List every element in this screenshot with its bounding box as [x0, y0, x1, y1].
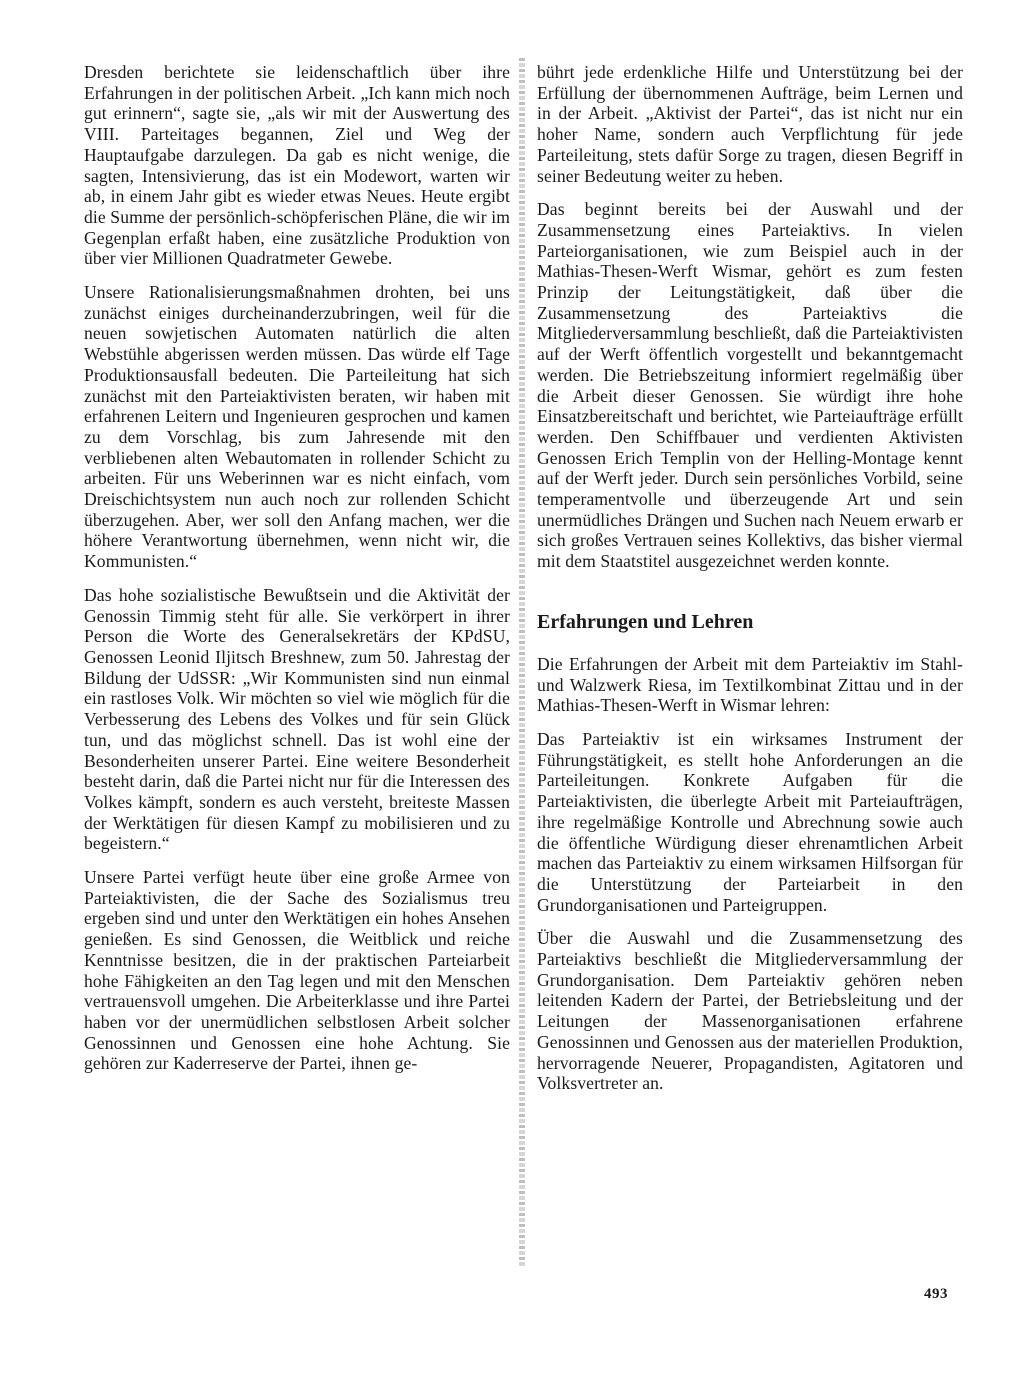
body-paragraph: bührt jede erdenkliche Hilfe und Unterstützung bei der Erfüllung der übernommenen Aufträge, beim Lernen und in der Arbeit. „Aktivist der Partei“, das ist nicht nur ein hoher Name, sondern auch Verpflichtung für jede Parteileitung, stets dafür Sorge zu tragen, diesen Begriff in seiner Bedeutung weiter zu heben. — [537, 62, 963, 186]
section-heading: Erfahrungen und Lehren — [537, 610, 754, 633]
body-paragraph: Das hohe sozialistische Bewußtsein und die Aktivität der Genossin Timmig steht für alle. Sie verkörpert in ihrer Person die Worte des Generalsekretärs der KPdSU, Genossen Leonid Iljitsch Breshnew, zum 50. Jahrestag der Bildung der UdSSR: „Wir Kommunisten sind nun einmal ein rastloses Volk. Wir möchten so viel wie möglich für die Verbesserung des Lebens des Volkes und für sein Glück tun, und das möglichst schnell. Das ist wohl eine der Besonderheiten unserer Partei. Eine weitere Besonderheit besteht darin, daß die Partei nicht nur für die Interessen des Volkes kämpft, sondern es auch versteht, breiteste Massen der Werktätigen für diesen Kampf zu mobilisieren und zu begeistern.“ — [84, 584, 510, 854]
body-paragraph: Dresden berichtete sie leidenschaftlich über ihre Erfahrungen in der politischen Arbeit. „Ich kann mich noch gut erinnern“, sagte sie, „als wir mit der Auswertung des VIII. Parteitages begannen, Ziel und Weg der Hauptaufgabe darzulegen. Da gab es nicht wenige, die sagten, Intensivierung, das ist ein Modewort, warten wir ab, in einem Jahr gibt es wieder etwas Neues. Heute ergibt die Summe der persönlich-schöpferischen Pläne, die wir im Gegenplan erfaßt haben, eine zusätzliche Produktion von über vier Millionen Quadratmeter Gewebe. — [84, 62, 510, 269]
body-paragraph: Das Parteiaktiv ist ein wirksames Instrument der Führungstätigkeit, es stellt hohe Anforderungen an die Parteileitungen. Konkrete Aufgaben für die Parteiaktivisten, die überlegte Arbeit mit Parteiaufträgen, ihre regelmäßige Kontrolle und Abrechnung sowie auch die öffentliche Würdigung dieser ehrenamtlichen Arbeit machen das Parteiaktiv zu einem wirksamen Hilfsorgan für die Unterstützung der Parteiarbeit in den Grundorganisationen und Parteigruppen. — [537, 728, 963, 915]
left-column — [84, 62, 510, 1074]
body-paragraph: Über die Auswahl und die Zusammensetzung des Parteiaktivs beschließt die Mitgliederversammlung der Grundorganisation. Dem Parteiaktiv gehören neben leitenden Kadern der Partei, der Betriebsleitung und der Leitungen der Massenorganisationen erfahrene Genossinnen und Genossen aus der materiellen Produktion, hervorragende Neuerer, Propagandisten, Agitatoren und Volksvertreter an. — [537, 928, 963, 1094]
body-paragraph: Die Erfahrungen der Arbeit mit dem Parteiaktiv im Stahl- und Walzwerk Riesa, im Textilkombinat Zittau und in der Mathias-Thesen-Werft in Wismar lehren: — [537, 653, 963, 716]
page-number: 493 — [924, 1286, 948, 1302]
right-column — [537, 62, 963, 1094]
body-paragraph: Unsere Partei verfügt heute über eine große Armee von Parteiaktivisten, die der Sache des Sozialismus treu ergeben sind und unter den Werktätigen ein hohes Ansehen genießen. Es sind Genossen, die Weitblick und reiche Kenntnisse besitzen, die in der praktischen Parteiarbeit hohe Fähigkeiten an den Tag legen und mit den Menschen vertrauensvoll umgehen. Die Arbeiterklasse und ihre Partei haben vor der unermüdlichen selbstlosen Arbeit solcher Genossinnen und Genossen eine hohe Achtung. Sie gehören zur Kaderreserve der Partei, ihnen ge- — [84, 867, 510, 1074]
body-paragraph: Das beginnt bereits bei der Auswahl und der Zusammensetzung eines Parteiaktivs. In vielen Parteiorganisationen, wie zum Beispiel auch in der Mathias-Thesen-Werft Wismar, gehört es zum festen Prinzip der Leitungstätigkeit, daß über die Zusammensetzung des Parteiaktivs die Mitgliederversammlung beschließt, daß die Parteiaktivisten auf der Werft öffentlich vorgestellt und bekanntgemacht werden. Die Betriebszeitung informiert regelmäßig über die Arbeit dieser Genossen. Sie würdigt ihre hohe Einsatzbereitschaft und berichtet, wie Parteiaufträge erfüllt werden. Den Schiffbauer und verdienten Aktivisten Genossen Erich Templin von der Helling-Montage kennt auf der Werft jeder. Durch sein persönliches Vorbild, seine temperamentvolle und überzeugende Art und sein unermüdliches Drängen und Suchen nach Neuem erwarb er sich großes Vertrauen seines Kollektivs, das bisher viermal mit dem Staatstitel ausgezeichnet werden konnte. — [537, 199, 963, 572]
column-divider — [519, 58, 525, 1268]
body-paragraph: Unsere Rationalisierungsmaßnahmen drohten, bei uns zunächst einiges durcheinanderzubringen, weil für die neuen sowjetischen Automaten natürlich die alten Webstühle abgerissen werden müssen. Das würde elf Tage Produktionsausfall bedeuten. Die Parteileitung hat sich zunächst mit den Parteiaktivisten beraten, wir haben mit erfahrenen Leitern und Ingenieuren gesprochen und kamen zu dem Vorschlag, bis zum Jahresende mit den verbliebenen alten Webautomaten in rollender Schicht zu arbeiten. Für uns Weberinnen war es nicht einfach, vom Dreischichtsystem nun auch noch zur rollenden Schicht überzugehen. Aber, wer soll den Anfang machen, wer die höhere Verantwortung übernehmen, wenn nicht wir, die Kommunisten.“ — [84, 282, 510, 572]
